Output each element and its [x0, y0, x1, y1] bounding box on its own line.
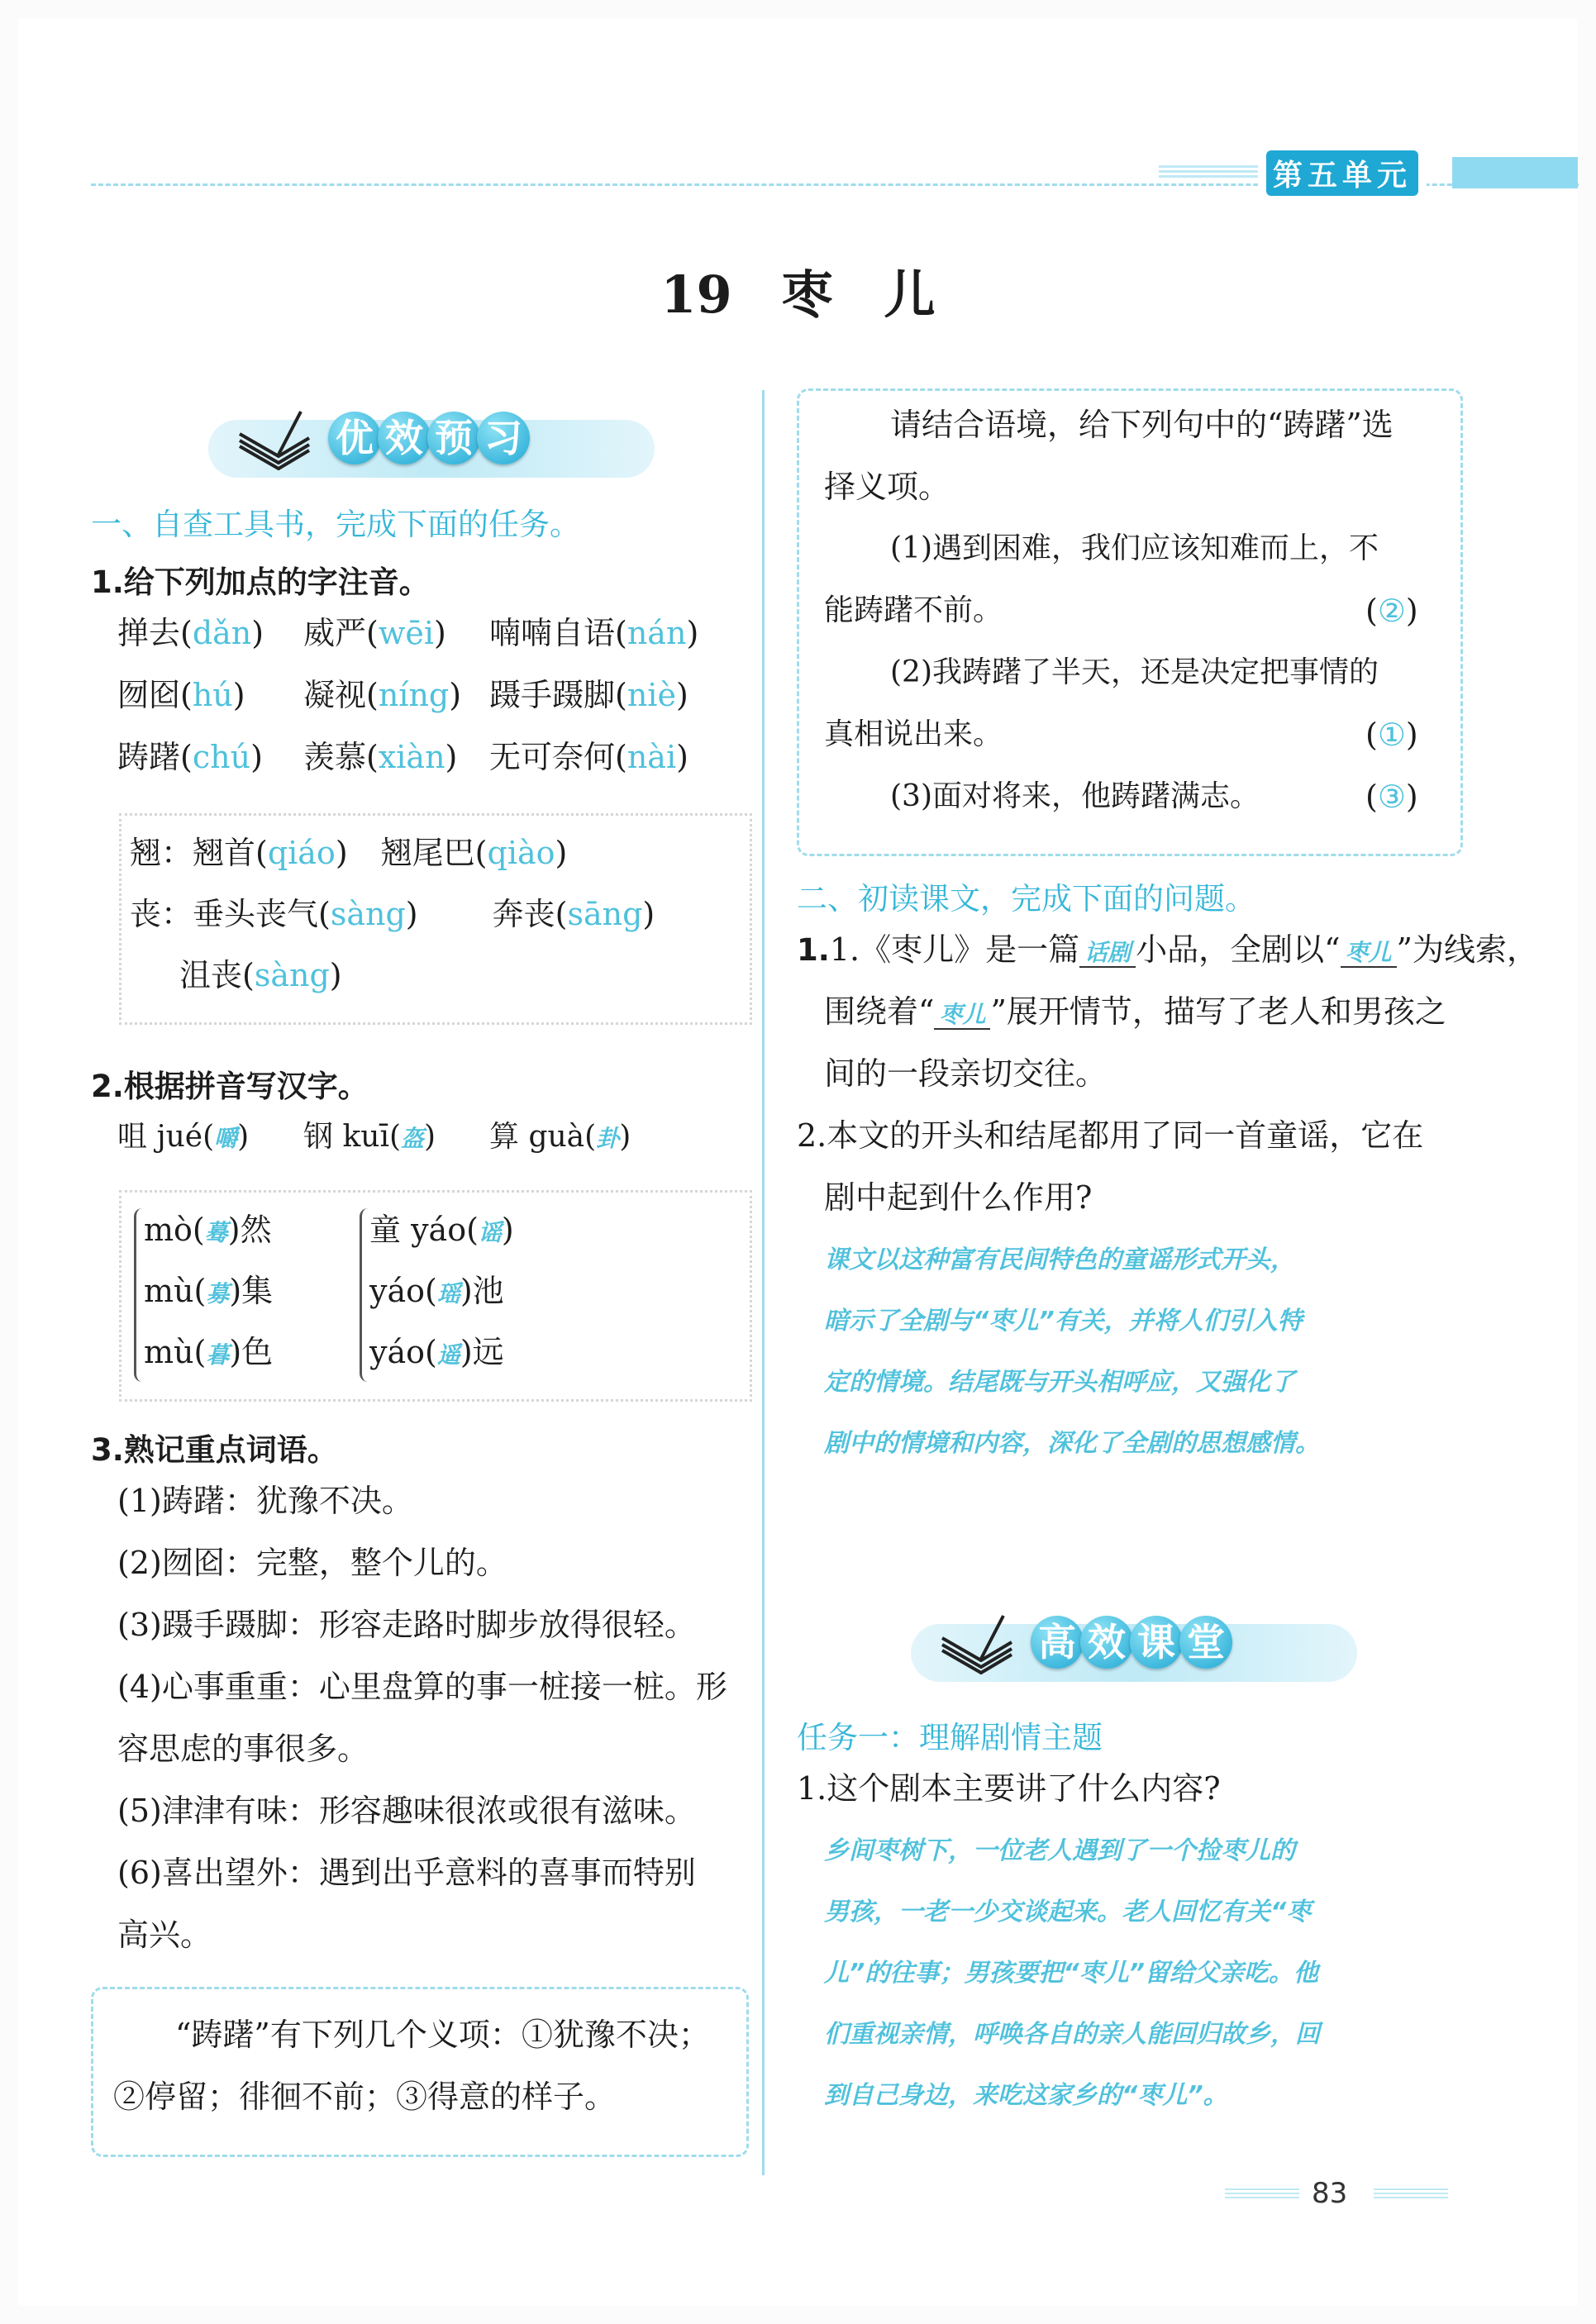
banner-title-2: 高 效 课 堂: [1031, 1616, 1229, 1669]
r-question-2-line-2: 剧中起到什么作用?: [824, 1179, 1093, 1216]
choice-intro-1: 请结合语境，给下列句中的“踌躇”选: [890, 407, 1394, 443]
r-question-1-line-2: 围绕着“ 枣儿 ”展开情节，描写了老人和男孩之: [824, 993, 1446, 1030]
homophone-yao-3: yáo(遥)远: [369, 1334, 504, 1370]
vocab-2: (2)囫囵：完整，整个儿的。: [117, 1545, 507, 1581]
choice-intro-2: 择义项。: [824, 469, 950, 505]
vocab-3: (3)蹑手蹑脚：形容走路时脚步放得很轻。: [117, 1607, 696, 1643]
notebook-pen-icon: [233, 405, 316, 471]
polyphone-qiao: 翘：翘首(qiáo) 翘尾巴(qiào): [130, 835, 568, 871]
workbook-page: [18, 18, 1578, 2306]
lesson-number: 19: [660, 264, 732, 325]
homophone-mo: mò(蓦)然: [144, 1212, 272, 1248]
question-2: 2.根据拼音写汉字。: [91, 1069, 369, 1104]
vocab-4: (4)心事重重：心里盘算的事一桩接一桩。形: [117, 1669, 727, 1705]
question-1: 1.给下列加点的字注音。: [91, 564, 430, 600]
sentence-1b: 能踌躇不前。: [824, 593, 1003, 627]
header-bar: [1452, 157, 1578, 188]
polyphone-sang-1: 丧：垂头丧气(sàng) 奔丧(sāng): [130, 896, 655, 932]
r-question-2-answer-4: 剧中的情境和内容，深化了全剧的思想感情。: [824, 1429, 1320, 1458]
task-answer-2: 男孩，一老一少交谈起来。老人回忆有关“枣: [824, 1898, 1312, 1926]
polyphone-sang-2: 沮丧(sàng): [179, 957, 342, 993]
write-row: 咀 jué(嚼) 钢 kuī(盔) 算 guà(卦): [117, 1120, 631, 1154]
question-3: 3.熟记重点词语。: [91, 1432, 338, 1468]
notebook-pen-icon-2: [936, 1609, 1018, 1675]
section-heading-2: 二、初读课文，完成下面的问题。: [797, 881, 1255, 917]
footer-stripes-right: [1374, 2188, 1448, 2200]
note-line-1: “踌躇”有下列几个义项：①犹豫不决；: [175, 2017, 710, 2053]
unit-label: 第五单元: [1266, 150, 1418, 196]
r-question-1-line-1: 1.1.《枣儿》是一篇 话剧 小品，全剧以“ 枣儿 ”为线索，: [797, 931, 1538, 968]
task-question-1: 1.这个剧本主要讲了什么内容?: [797, 1770, 1221, 1807]
r-question-1-line-3: 间的一段亲切交往。: [824, 1055, 1108, 1092]
homophone-mu-1: mù(募)集: [144, 1273, 274, 1309]
vocab-4-cont: 容思虑的事很多。: [117, 1731, 369, 1767]
note-box: [91, 1987, 749, 2157]
column-divider: [762, 390, 765, 2175]
pinyin-row-3: 踌躇(chú) 羡慕(xiàn) 无可奈何(nài): [117, 739, 688, 775]
r-question-2-answer-2: 暗示了全剧与“枣儿”有关，并将人们引入特: [824, 1307, 1303, 1336]
sentence-3-answer: (③): [1365, 779, 1418, 815]
vocab-6: (6)喜出望外：遇到出乎意料的喜事而特别: [117, 1855, 696, 1891]
r-question-2-answer-1: 课文以这种富有民间特色的童谣形式开头，: [824, 1245, 1295, 1274]
r-question-2-line-1: 2.本文的开头和结尾都用了同一首童谣，它在: [797, 1117, 1424, 1154]
sentence-1a: (1)遇到困难，我们应该知难而上，不: [890, 531, 1379, 565]
lesson-title: [18, 254, 1578, 327]
note-line-2: ②停留；徘徊不前；③得意的样子。: [113, 2079, 617, 2115]
task-answer-4: 们重视亲情，呼唤各自的亲人能回归故乡，回: [824, 2020, 1320, 2049]
homophone-mu-2: mù(暮)色: [144, 1334, 274, 1370]
homophone-yao-2: yáo(瑶)池: [369, 1273, 504, 1309]
task-answer-3: 儿”的往事；男孩要把“枣儿”留给父亲吃。他: [824, 1959, 1318, 1988]
banner-title: 优 效 预 习: [328, 412, 526, 464]
section-heading-1: 一、自查工具书，完成下面的任务。: [91, 507, 580, 542]
sentence-2-answer: (①): [1365, 717, 1418, 753]
sentence-2a: (2)我踌躇了半天，还是决定把事情的: [890, 655, 1379, 689]
vocab-6-cont: 高兴。: [117, 1917, 212, 1953]
r-question-2-answer-3: 定的情境。结尾既与开头相呼应，又强化了: [824, 1368, 1295, 1397]
vocab-5: (5)津津有味：形容趣味很浓或很有滋味。: [117, 1793, 696, 1829]
task-heading-1: 任务一：理解剧情主题: [797, 1720, 1103, 1755]
header-stripes: [1159, 165, 1258, 180]
homophone-yao-1: 童 yáo(谣): [369, 1212, 514, 1248]
unit-badge: [1258, 150, 1427, 193]
task-answer-5: 到自己身边，来吃这家乡的“枣儿”。: [824, 2081, 1228, 2110]
footer-stripes-left: [1225, 2188, 1299, 2200]
pinyin-row-1: 掸去(dǎn) 威严(wēi) 喃喃自语(nán): [117, 615, 699, 651]
sentence-1-answer: (②): [1365, 593, 1418, 629]
lesson-name: 枣 儿: [781, 264, 936, 325]
task-answer-1: 乡间枣树下，一位老人遇到了一个捡枣儿的: [824, 1836, 1295, 1865]
sentence-2b: 真相说出来。: [824, 717, 1003, 751]
vocab-1: (1)踌躇：犹豫不决。: [117, 1483, 413, 1519]
page-number: 83: [1312, 2177, 1348, 2210]
pinyin-row-2: 囫囵(hú) 凝视(níng) 蹑手蹑脚(niè): [117, 677, 688, 713]
sentence-3: (3)面对将来，他踌躇满志。: [890, 779, 1260, 813]
